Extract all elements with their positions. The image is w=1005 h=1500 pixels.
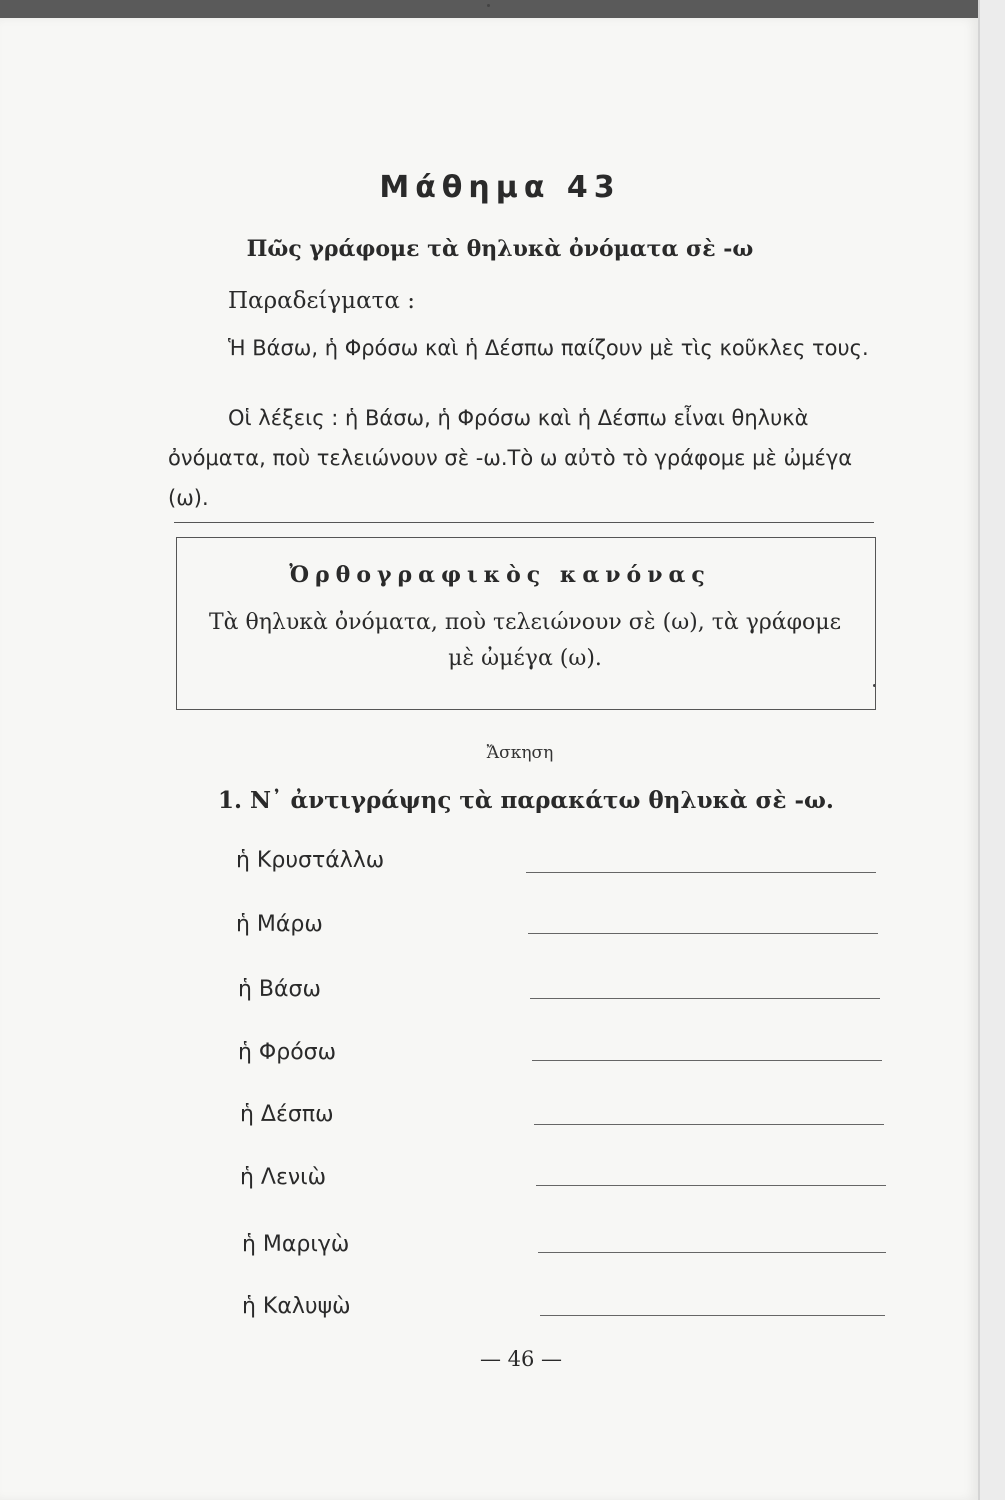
example-sentence: Ἡ Βάσω, ἡ Φρόσω καὶ ἡ Δέσπω παίζουν μὲ τὶς κοῦκλες τους. [228, 336, 869, 360]
exercise-item: ἡ Λενιὼ [240, 1165, 327, 1190]
answer-blank [530, 998, 880, 999]
exercise-item: ἡ Μαριγὼ [242, 1232, 350, 1257]
lesson-title: Μάθημα 43 [379, 170, 621, 205]
exercise-item: ἡ Φρόσω [238, 1040, 337, 1065]
answer-blank [540, 1315, 885, 1316]
answer-blank [526, 872, 876, 873]
answer-blank [532, 1060, 882, 1061]
exercise-heading: Ἄσκηση [486, 743, 554, 763]
speck [487, 4, 490, 7]
rule-text: Τὰ θηλυκὰ ὀνόματα, ποὺ τελειώνουν σὲ (ω), τὰ γράφομε μὲ ὠμέγα (ω). [208, 610, 842, 671]
exercise-item: ἡ Μάρω [236, 912, 323, 937]
exercise-item: ἡ Δέσπω [240, 1102, 334, 1127]
divider [174, 522, 874, 523]
example-explanation: Οἱ λέξεις : ἡ Βάσω, ἡ Φρόσω καὶ ἡ Δέσπω εἶναι θηλυκὰ ὀνόματα, ποὺ τελειώνουν σὲ -ω.Τὸ ω αὐτὸ τὸ γράφομε μὲ ὠμέγα (ω). [168, 406, 853, 510]
answer-blank [536, 1185, 886, 1186]
lesson-subtitle: Πῶς γράφομε τὰ θηλυκὰ ὀνόματα σὲ -ω [246, 236, 754, 262]
answer-blank [528, 933, 878, 934]
examples-label: Παραδείγματα : [228, 288, 415, 314]
answer-blank [534, 1124, 884, 1125]
answer-blank [538, 1252, 886, 1253]
exercise-item: ἡ Καλυψὼ [242, 1294, 351, 1319]
exercise-instruction: 1. Ν᾽ ἀντιγράψης τὰ παρακάτω θηλυκὰ σὲ -ω. [218, 787, 834, 814]
exercise-item: ἡ Βάσω [238, 977, 321, 1002]
rule-title: Ὀρθογραφικὸς κανόνας [289, 562, 711, 588]
exercise-item: ἡ Κρυστάλλω [236, 848, 385, 873]
page-number: — 46 — [479, 1347, 563, 1371]
